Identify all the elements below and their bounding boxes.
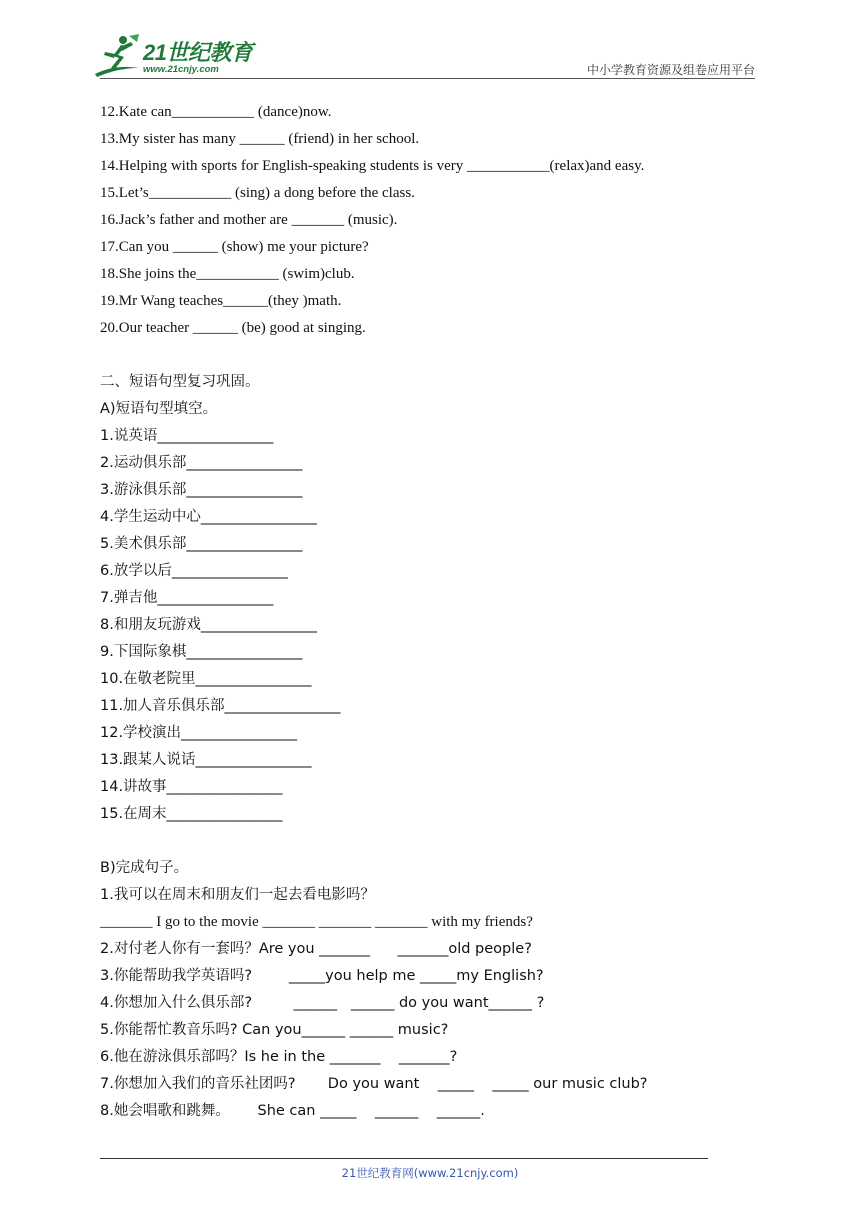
part-a-list — [100, 423, 760, 828]
exercise-list — [100, 99, 760, 342]
phrase-item: 12.学校演出________________ — [100, 725, 298, 741]
exercise-item: 17.Can you ______ (show) me your picture? — [100, 239, 369, 255]
runner-logo-icon — [93, 34, 141, 78]
part-b-title: B)完成句子。 — [100, 860, 189, 876]
page-header — [0, 0, 860, 90]
phrase-item: 7.弹吉他________________ — [100, 590, 274, 606]
phrase-item: 9.下国际象棋________________ — [100, 644, 303, 660]
sentence-item: 1.我可以在周末和朋友们一起去看电影吗？ — [100, 887, 375, 903]
phrase-item: 15.在周末________________ — [100, 806, 283, 822]
sentence-item: 2.对付老人你有一套吗？Are you _______ _______old people? — [100, 941, 532, 957]
footer-divider — [100, 1158, 708, 1159]
sentence-item: 4.你想加入什么俱乐部? ______ ______ do you want______ ? — [100, 995, 545, 1011]
sentence-item: 3.你能帮助我学英语吗? _____you help me _____my English? — [100, 968, 544, 984]
exercise-item: 16.Jack’s father and mother are _______ (music). — [100, 212, 398, 228]
part-b-list — [100, 882, 760, 1125]
header-divider — [100, 78, 755, 79]
spacer — [100, 342, 760, 369]
logo — [93, 34, 263, 80]
part-a-title: A)短语句型填空。 — [100, 401, 218, 417]
sentence-item: 5.你能帮忙教音乐吗? Can you______ ______ music? — [100, 1022, 449, 1038]
section-title: 二、短语句型复习巩固。 — [100, 374, 260, 390]
phrase-item: 5.美术俱乐部________________ — [100, 536, 303, 552]
sentence-item: 7.你想加入我们的音乐社团吗? Do you want _____ _____ our music club? — [100, 1076, 648, 1092]
phrase-item: 2.运动俱乐部________________ — [100, 455, 303, 471]
phrase-item: 11.加人音乐俱乐部________________ — [100, 698, 341, 714]
sentence-item: 8.她会唱歌和跳舞。 She can _____ ______ ______. — [100, 1103, 485, 1119]
exercise-item: 20.Our teacher ______ (be) good at singing. — [100, 320, 366, 336]
sentence-item: _______ I go to the movie _______ _______ _______ with my friends? — [100, 914, 533, 930]
phrase-item: 14.讲故事________________ — [100, 779, 283, 795]
exercise-item: 19.Mr Wang teaches______(they )math. — [100, 293, 342, 309]
document-body — [100, 99, 760, 1125]
header-platform-text: 中小学教育资源及组卷应用平台 — [586, 63, 755, 77]
exercise-item: 18.She joins the___________ (swim)club. — [100, 266, 355, 282]
footer-text: 21世纪教育网(www.21cnjy.com) — [341, 1166, 519, 1180]
exercise-item: 12.Kate can___________ (dance)now. — [100, 104, 332, 120]
exercise-item: 14.Helping with sports for English-speaking students is very ___________(relax)and easy. — [100, 158, 645, 174]
phrase-item: 10.在敬老院里________________ — [100, 671, 312, 687]
phrase-item: 6.放学以后________________ — [100, 563, 288, 579]
phrase-item: 13.跟某人说话________________ — [100, 752, 312, 768]
logo-brand-text: 21世纪教育 — [143, 40, 253, 65]
phrase-item: 4.学生运动中心________________ — [100, 509, 317, 525]
logo-url-text: www.21cnjy.com — [143, 64, 219, 75]
sentence-item: 6.他在游泳俱乐部吗？Is he in the _______ _______? — [100, 1049, 458, 1065]
phrase-item: 3.游泳俱乐部________________ — [100, 482, 303, 498]
exercise-item: 15.Let’s___________ (sing) a dong before the class. — [100, 185, 415, 201]
phrase-item: 8.和朋友玩游戏________________ — [100, 617, 317, 633]
spacer — [100, 828, 760, 855]
exercise-item: 13.My sister has many ______ (friend) in her school. — [100, 131, 420, 147]
phrase-item: 1.说英语________________ — [100, 428, 274, 444]
